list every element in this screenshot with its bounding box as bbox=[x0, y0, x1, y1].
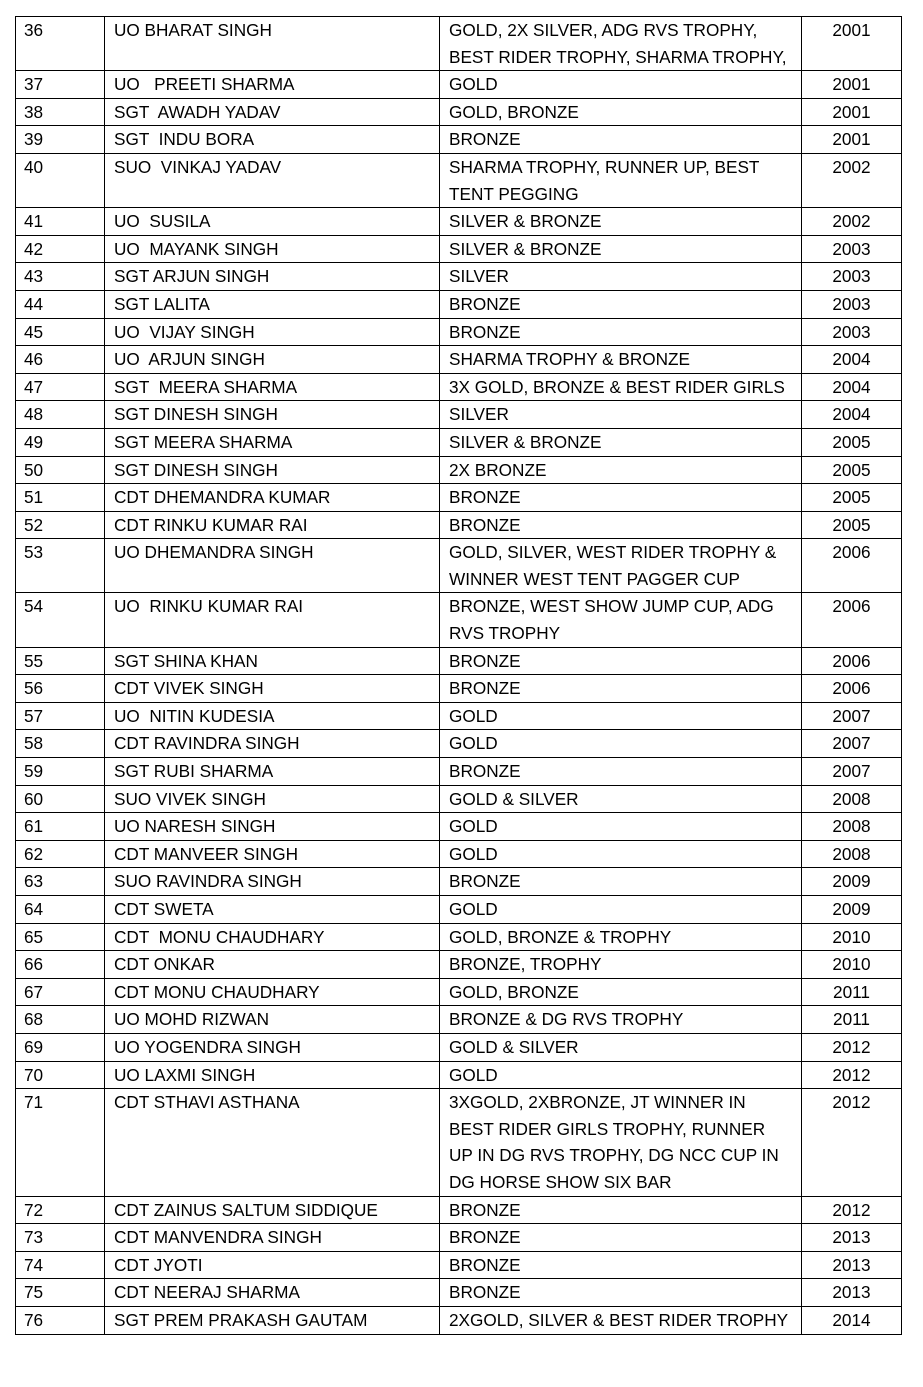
year-cell: 2012 bbox=[802, 1061, 902, 1089]
cadet-name-cell: SGT DINESH SINGH bbox=[105, 401, 440, 429]
row-number-cell: 60 bbox=[16, 785, 105, 813]
year-cell: 2006 bbox=[802, 647, 902, 675]
year-cell: 2011 bbox=[802, 978, 902, 1006]
table-row bbox=[16, 1279, 902, 1307]
year-cell: 2007 bbox=[802, 758, 902, 786]
award-cell: SILVER & BRONZE bbox=[440, 428, 802, 456]
cadet-name-cell: UO VIJAY SINGH bbox=[105, 318, 440, 346]
cadet-name-cell: CDT STHAVI ASTHANA bbox=[105, 1089, 440, 1196]
cadet-name-cell: SUO RAVINDRA SINGH bbox=[105, 868, 440, 896]
table-row bbox=[16, 484, 902, 512]
awards-table-body bbox=[16, 17, 902, 1335]
cadet-name-cell: UO PREETI SHARMA bbox=[105, 71, 440, 99]
row-number-cell: 36 bbox=[16, 17, 105, 71]
award-cell: BRONZE bbox=[440, 1224, 802, 1252]
year-cell: 2009 bbox=[802, 896, 902, 924]
award-cell: BRONZE bbox=[440, 484, 802, 512]
cadet-name-cell: UO NARESH SINGH bbox=[105, 813, 440, 841]
award-cell: BRONZE, WEST SHOW JUMP CUP, ADG RVS TROPHY bbox=[440, 593, 802, 647]
cadet-name-cell: SGT PREM PRAKASH GAUTAM bbox=[105, 1306, 440, 1334]
cadet-name-cell: UO LAXMI SINGH bbox=[105, 1061, 440, 1089]
year-cell: 2001 bbox=[802, 126, 902, 154]
row-number-cell: 59 bbox=[16, 758, 105, 786]
row-number-cell: 63 bbox=[16, 868, 105, 896]
year-cell: 2005 bbox=[802, 456, 902, 484]
cadet-name-cell: CDT RAVINDRA SINGH bbox=[105, 730, 440, 758]
table-row bbox=[16, 17, 902, 71]
row-number-cell: 38 bbox=[16, 98, 105, 126]
table-row bbox=[16, 868, 902, 896]
cadet-name-cell: UO RINKU KUMAR RAI bbox=[105, 593, 440, 647]
award-cell: BRONZE bbox=[440, 868, 802, 896]
table-row bbox=[16, 840, 902, 868]
row-number-cell: 73 bbox=[16, 1224, 105, 1252]
table-row bbox=[16, 1306, 902, 1334]
award-cell: 3XGOLD, 2XBRONZE, JT WINNER IN BEST RIDER GIRLS TROPHY, RUNNER UP IN DG RVS TROPHY, DG NCC CUP IN DG HORSE SHOW SIX BAR bbox=[440, 1089, 802, 1196]
table-row bbox=[16, 1033, 902, 1061]
cadet-name-cell: SGT DINESH SINGH bbox=[105, 456, 440, 484]
award-cell: BRONZE bbox=[440, 511, 802, 539]
cadet-name-cell: SGT SHINA KHAN bbox=[105, 647, 440, 675]
year-cell: 2001 bbox=[802, 17, 902, 71]
year-cell: 2013 bbox=[802, 1251, 902, 1279]
cadet-name-cell: SGT RUBI SHARMA bbox=[105, 758, 440, 786]
year-cell: 2008 bbox=[802, 785, 902, 813]
year-cell: 2006 bbox=[802, 539, 902, 593]
cadet-name-cell: CDT MANVEER SINGH bbox=[105, 840, 440, 868]
year-cell: 2013 bbox=[802, 1279, 902, 1307]
award-cell: BRONZE & DG RVS TROPHY bbox=[440, 1006, 802, 1034]
table-row bbox=[16, 401, 902, 429]
row-number-cell: 42 bbox=[16, 235, 105, 263]
cadet-name-cell: CDT DHEMANDRA KUMAR bbox=[105, 484, 440, 512]
table-row bbox=[16, 539, 902, 593]
year-cell: 2012 bbox=[802, 1196, 902, 1224]
table-row bbox=[16, 1224, 902, 1252]
award-cell: BRONZE bbox=[440, 1196, 802, 1224]
award-cell: SILVER & BRONZE bbox=[440, 235, 802, 263]
cadet-name-cell: CDT JYOTI bbox=[105, 1251, 440, 1279]
award-cell: GOLD bbox=[440, 702, 802, 730]
cadet-name-cell: CDT RINKU KUMAR RAI bbox=[105, 511, 440, 539]
cadet-name-cell: CDT ZAINUS SALTUM SIDDIQUE bbox=[105, 1196, 440, 1224]
award-cell: GOLD bbox=[440, 730, 802, 758]
table-row bbox=[16, 1089, 902, 1196]
award-cell: BRONZE bbox=[440, 318, 802, 346]
year-cell: 2006 bbox=[802, 675, 902, 703]
row-number-cell: 47 bbox=[16, 373, 105, 401]
row-number-cell: 43 bbox=[16, 263, 105, 291]
cadet-name-cell: UO MOHD RIZWAN bbox=[105, 1006, 440, 1034]
awards-table bbox=[15, 16, 902, 1335]
row-number-cell: 74 bbox=[16, 1251, 105, 1279]
cadet-name-cell: UO YOGENDRA SINGH bbox=[105, 1033, 440, 1061]
table-row bbox=[16, 730, 902, 758]
year-cell: 2013 bbox=[802, 1224, 902, 1252]
cadet-name-cell: UO ARJUN SINGH bbox=[105, 346, 440, 374]
award-cell: BRONZE, TROPHY bbox=[440, 951, 802, 979]
award-cell: GOLD, BRONZE bbox=[440, 98, 802, 126]
row-number-cell: 56 bbox=[16, 675, 105, 703]
award-cell: BRONZE bbox=[440, 675, 802, 703]
cadet-name-cell: CDT NEERAJ SHARMA bbox=[105, 1279, 440, 1307]
cadet-name-cell: CDT VIVEK SINGH bbox=[105, 675, 440, 703]
row-number-cell: 54 bbox=[16, 593, 105, 647]
award-cell: GOLD, BRONZE bbox=[440, 978, 802, 1006]
table-row bbox=[16, 758, 902, 786]
year-cell: 2003 bbox=[802, 263, 902, 291]
row-number-cell: 57 bbox=[16, 702, 105, 730]
row-number-cell: 69 bbox=[16, 1033, 105, 1061]
table-row bbox=[16, 373, 902, 401]
table-row bbox=[16, 98, 902, 126]
row-number-cell: 40 bbox=[16, 153, 105, 207]
year-cell: 2001 bbox=[802, 98, 902, 126]
row-number-cell: 45 bbox=[16, 318, 105, 346]
cadet-name-cell: SUO VIVEK SINGH bbox=[105, 785, 440, 813]
cadet-name-cell: SGT ARJUN SINGH bbox=[105, 263, 440, 291]
award-cell: GOLD bbox=[440, 896, 802, 924]
award-cell: SILVER bbox=[440, 401, 802, 429]
row-number-cell: 66 bbox=[16, 951, 105, 979]
cadet-name-cell: UO MAYANK SINGH bbox=[105, 235, 440, 263]
award-cell: GOLD bbox=[440, 813, 802, 841]
year-cell: 2010 bbox=[802, 951, 902, 979]
year-cell: 2004 bbox=[802, 401, 902, 429]
award-cell: GOLD bbox=[440, 1061, 802, 1089]
row-number-cell: 75 bbox=[16, 1279, 105, 1307]
award-cell: GOLD, BRONZE & TROPHY bbox=[440, 923, 802, 951]
table-row bbox=[16, 263, 902, 291]
cadet-name-cell: CDT SWETA bbox=[105, 896, 440, 924]
award-cell: 2X BRONZE bbox=[440, 456, 802, 484]
table-row bbox=[16, 675, 902, 703]
year-cell: 2003 bbox=[802, 235, 902, 263]
cadet-name-cell: CDT ONKAR bbox=[105, 951, 440, 979]
year-cell: 2011 bbox=[802, 1006, 902, 1034]
year-cell: 2002 bbox=[802, 208, 902, 236]
table-row bbox=[16, 208, 902, 236]
table-row bbox=[16, 235, 902, 263]
cadet-name-cell: UO NITIN KUDESIA bbox=[105, 702, 440, 730]
table-row bbox=[16, 896, 902, 924]
table-row bbox=[16, 593, 902, 647]
year-cell: 2014 bbox=[802, 1306, 902, 1334]
row-number-cell: 64 bbox=[16, 896, 105, 924]
table-row bbox=[16, 346, 902, 374]
table-row bbox=[16, 126, 902, 154]
row-number-cell: 58 bbox=[16, 730, 105, 758]
table-row bbox=[16, 1251, 902, 1279]
table-row bbox=[16, 923, 902, 951]
row-number-cell: 55 bbox=[16, 647, 105, 675]
year-cell: 2005 bbox=[802, 511, 902, 539]
award-cell: GOLD & SILVER bbox=[440, 1033, 802, 1061]
table-row bbox=[16, 290, 902, 318]
row-number-cell: 41 bbox=[16, 208, 105, 236]
table-row bbox=[16, 785, 902, 813]
award-cell: GOLD bbox=[440, 71, 802, 99]
cadet-name-cell: UO DHEMANDRA SINGH bbox=[105, 539, 440, 593]
award-cell: BRONZE bbox=[440, 758, 802, 786]
row-number-cell: 65 bbox=[16, 923, 105, 951]
award-cell: GOLD bbox=[440, 840, 802, 868]
award-cell: BRONZE bbox=[440, 647, 802, 675]
year-cell: 2007 bbox=[802, 702, 902, 730]
table-row bbox=[16, 456, 902, 484]
row-number-cell: 50 bbox=[16, 456, 105, 484]
cadet-name-cell: SUO VINKAJ YADAV bbox=[105, 153, 440, 207]
cadet-name-cell: SGT LALITA bbox=[105, 290, 440, 318]
year-cell: 2003 bbox=[802, 318, 902, 346]
award-cell: GOLD, 2X SILVER, ADG RVS TROPHY, BEST RIDER TROPHY, SHARMA TROPHY, bbox=[440, 17, 802, 71]
table-row bbox=[16, 813, 902, 841]
table-row bbox=[16, 1196, 902, 1224]
award-cell: SILVER & BRONZE bbox=[440, 208, 802, 236]
table-row bbox=[16, 647, 902, 675]
row-number-cell: 61 bbox=[16, 813, 105, 841]
award-cell: BRONZE bbox=[440, 290, 802, 318]
row-number-cell: 62 bbox=[16, 840, 105, 868]
cadet-name-cell: CDT MONU CHAUDHARY bbox=[105, 978, 440, 1006]
year-cell: 2005 bbox=[802, 484, 902, 512]
table-row bbox=[16, 318, 902, 346]
row-number-cell: 46 bbox=[16, 346, 105, 374]
year-cell: 2007 bbox=[802, 730, 902, 758]
award-cell: SILVER bbox=[440, 263, 802, 291]
table-row bbox=[16, 951, 902, 979]
table-row bbox=[16, 702, 902, 730]
table-row bbox=[16, 1006, 902, 1034]
year-cell: 2012 bbox=[802, 1089, 902, 1196]
row-number-cell: 37 bbox=[16, 71, 105, 99]
table-row bbox=[16, 153, 902, 207]
year-cell: 2008 bbox=[802, 813, 902, 841]
row-number-cell: 48 bbox=[16, 401, 105, 429]
year-cell: 2012 bbox=[802, 1033, 902, 1061]
award-cell: BRONZE bbox=[440, 1279, 802, 1307]
row-number-cell: 68 bbox=[16, 1006, 105, 1034]
year-cell: 2008 bbox=[802, 840, 902, 868]
row-number-cell: 72 bbox=[16, 1196, 105, 1224]
table-row bbox=[16, 71, 902, 99]
year-cell: 2005 bbox=[802, 428, 902, 456]
year-cell: 2001 bbox=[802, 71, 902, 99]
row-number-cell: 67 bbox=[16, 978, 105, 1006]
row-number-cell: 70 bbox=[16, 1061, 105, 1089]
row-number-cell: 76 bbox=[16, 1306, 105, 1334]
cadet-name-cell: SGT MEERA SHARMA bbox=[105, 428, 440, 456]
year-cell: 2004 bbox=[802, 373, 902, 401]
cadet-name-cell: UO BHARAT SINGH bbox=[105, 17, 440, 71]
cadet-name-cell: CDT MANVENDRA SINGH bbox=[105, 1224, 440, 1252]
award-cell: SHARMA TROPHY & BRONZE bbox=[440, 346, 802, 374]
year-cell: 2002 bbox=[802, 153, 902, 207]
year-cell: 2003 bbox=[802, 290, 902, 318]
table-row bbox=[16, 511, 902, 539]
table-row bbox=[16, 978, 902, 1006]
table-row bbox=[16, 1061, 902, 1089]
cadet-name-cell: SGT AWADH YADAV bbox=[105, 98, 440, 126]
row-number-cell: 53 bbox=[16, 539, 105, 593]
year-cell: 2004 bbox=[802, 346, 902, 374]
cadet-name-cell: SGT MEERA SHARMA bbox=[105, 373, 440, 401]
award-cell: GOLD & SILVER bbox=[440, 785, 802, 813]
cadet-name-cell: CDT MONU CHAUDHARY bbox=[105, 923, 440, 951]
row-number-cell: 44 bbox=[16, 290, 105, 318]
award-cell: SHARMA TROPHY, RUNNER UP, BEST TENT PEGGING bbox=[440, 153, 802, 207]
year-cell: 2010 bbox=[802, 923, 902, 951]
row-number-cell: 52 bbox=[16, 511, 105, 539]
year-cell: 2009 bbox=[802, 868, 902, 896]
award-cell: 3X GOLD, BRONZE & BEST RIDER GIRLS bbox=[440, 373, 802, 401]
row-number-cell: 51 bbox=[16, 484, 105, 512]
award-cell: BRONZE bbox=[440, 126, 802, 154]
cadet-name-cell: UO SUSILA bbox=[105, 208, 440, 236]
award-cell: 2XGOLD, SILVER & BEST RIDER TROPHY bbox=[440, 1306, 802, 1334]
cadet-name-cell: SGT INDU BORA bbox=[105, 126, 440, 154]
table-row bbox=[16, 428, 902, 456]
award-cell: GOLD, SILVER, WEST RIDER TROPHY & WINNER WEST TENT PAGGER CUP bbox=[440, 539, 802, 593]
award-cell: BRONZE bbox=[440, 1251, 802, 1279]
year-cell: 2006 bbox=[802, 593, 902, 647]
row-number-cell: 71 bbox=[16, 1089, 105, 1196]
row-number-cell: 49 bbox=[16, 428, 105, 456]
row-number-cell: 39 bbox=[16, 126, 105, 154]
